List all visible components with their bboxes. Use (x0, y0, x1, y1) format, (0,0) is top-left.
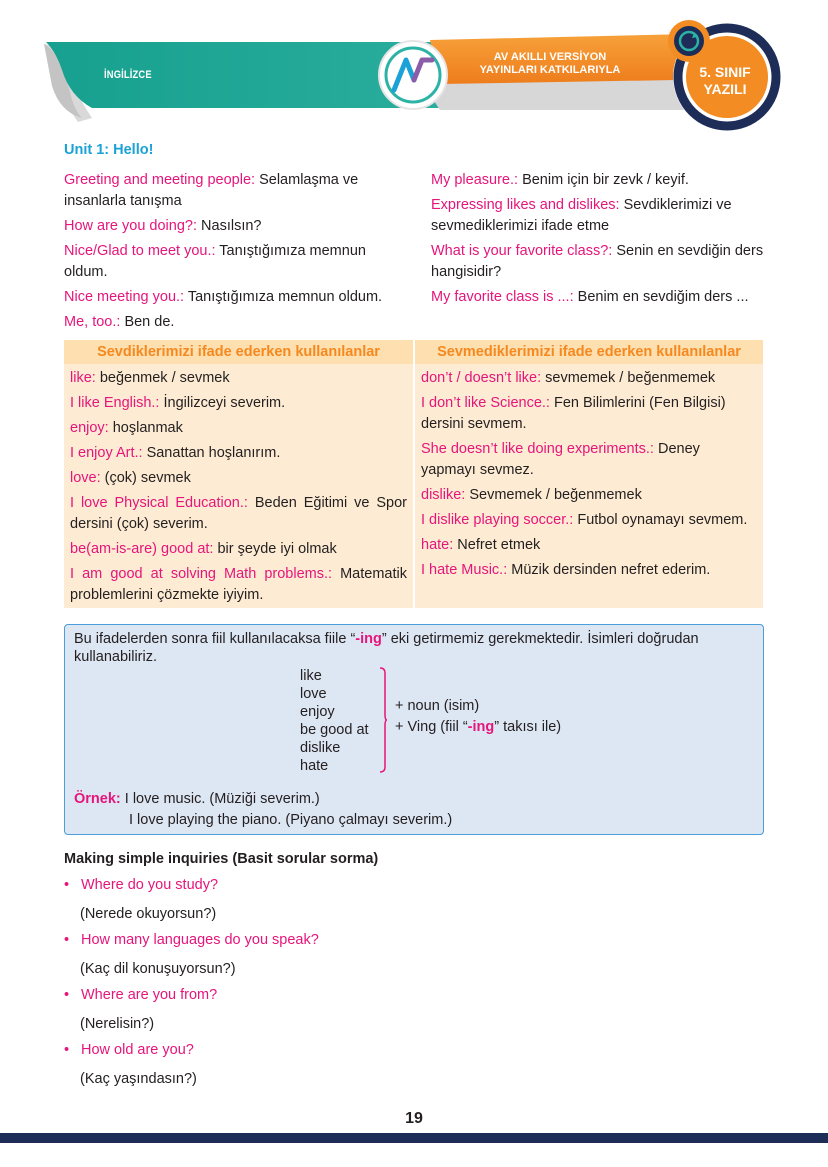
phrase-item (64, 216, 404, 237)
phrase-en: Me, too.: (64, 314, 121, 330)
answer: (Nerede okuyorsun?) (80, 906, 217, 922)
phrase-tr: Senin en sevdiğin ders hangisidir? (431, 243, 764, 280)
phrase-tr: Nasılsın? (197, 218, 262, 234)
example-line-1 (74, 789, 452, 810)
table-row (70, 418, 407, 439)
page-number: 19 (405, 1110, 423, 1127)
row-en: I don’t like Science.: (421, 395, 550, 411)
publisher-line-1: AV AKILLI VERSİYON (493, 51, 607, 63)
row-en: I am good at solving Math problems.: (70, 566, 333, 582)
table-row (70, 393, 407, 414)
inquiries-title: Making simple inquiries (Basit sorular sorma) (64, 851, 379, 867)
row-tr: Matematik problemlerini çözmekte iyiyim. (70, 566, 407, 603)
brace-icon (379, 667, 387, 773)
row-en: I hate Music.: (421, 562, 508, 578)
phrase-item (64, 170, 404, 212)
row-tr: Deney yapmayı sevmez. (421, 441, 700, 478)
likes-body (64, 364, 413, 606)
row-en: I like English.: (70, 395, 160, 411)
bullet-icon: • (64, 987, 70, 1003)
dislikes-column (415, 340, 763, 608)
dislikes-header: Sevmediklerimizi ifade ederken kullanılanlar (415, 340, 763, 364)
row-en: enjoy: (70, 420, 109, 436)
list-item (64, 986, 564, 1041)
av-logo-icon (379, 41, 447, 109)
row-tr: Müzik dersinden nefret ederim. (507, 562, 711, 578)
phrase-en: My pleasure.: (431, 172, 519, 188)
grade-badge (680, 64, 770, 98)
grade-line-1: 5. SINIF (699, 64, 751, 80)
row-tr: bir şeyde iyi olmak (213, 541, 337, 557)
row-en: I enjoy Art.: (70, 445, 143, 461)
phrase-en: Greeting and meeting people: (64, 172, 256, 188)
phrase-tr: Ben de. (120, 314, 175, 330)
answer: (Kaç yaşındasın?) (80, 1071, 197, 1087)
question (64, 986, 217, 1004)
unit-title: Unit 1: Hello! (64, 142, 154, 158)
question-text: Where do you study? (81, 877, 219, 893)
question (64, 876, 218, 894)
example-1: I love music. (Müziği severim.) (124, 791, 320, 807)
phrase-en: Expressing likes and dislikes: (431, 197, 620, 213)
verb-item: love (300, 686, 327, 702)
phrase-item (431, 195, 771, 237)
publisher-banner (455, 51, 645, 77)
likes-dislikes-table (64, 340, 763, 608)
table-row (70, 368, 407, 389)
dislikes-body (415, 364, 763, 581)
table-row (70, 443, 407, 464)
table-row (421, 510, 757, 531)
row-en: don’t / doesn’t like: (421, 370, 542, 386)
answer: (Nerelisin?) (80, 1016, 155, 1032)
row-en: like: (70, 370, 96, 386)
row-en: I love Physical Education.: (70, 495, 248, 511)
row-en: She doesn’t like doing experiments.: (421, 441, 654, 457)
row-tr: hoşlanmak (108, 420, 183, 436)
table-row (421, 560, 757, 581)
publisher-line-2: YAYINLARI KATKILARIYLA (479, 64, 621, 76)
table-row (421, 393, 757, 435)
verb-item: like (300, 668, 322, 684)
phrase-en: Nice/Glad to meet you.: (64, 243, 216, 259)
table-row (70, 539, 407, 560)
phrase-item (64, 312, 404, 333)
phrase-item (64, 287, 404, 308)
refresh-icon (668, 20, 710, 62)
row-tr: beğenmek / sevmek (95, 370, 230, 386)
phrase-tr: Benim en sevdiğim ders ... (573, 289, 749, 305)
example-block (74, 789, 452, 831)
likes-header: Sevdiklerimizi ifade ederken kullanılanlar (64, 340, 413, 364)
phrase-tr: Benim için bir zevk / keyif. (518, 172, 689, 188)
question (64, 1041, 194, 1059)
ving-ing: -ing (467, 719, 495, 735)
row-tr: Sanattan hoşlanırım. (142, 445, 281, 461)
question (64, 931, 319, 949)
verb-item: enjoy (300, 704, 335, 720)
phrase-en: Nice meeting you.: (64, 289, 185, 305)
phrase-item (431, 287, 771, 308)
verb-item: hate (300, 758, 329, 774)
row-tr: sevmemek / beğenmemek (541, 370, 716, 386)
table-row (70, 493, 407, 535)
row-tr: Beden Eğitimi ve Spor dersini (çok) severim. (70, 495, 407, 532)
row-en: love: (70, 470, 101, 486)
row-tr: Sevmemek / beğenmemek (465, 487, 642, 503)
row-en: dislike: (421, 487, 466, 503)
table-row (421, 485, 757, 506)
page-header (0, 0, 828, 140)
list-item (64, 1041, 564, 1096)
row-tr: Fen Bilimlerini (Fen Bilgisi) dersini sevmem. (421, 395, 726, 432)
rule-noun: + noun (isim) (395, 698, 480, 714)
phrase-item (431, 241, 771, 283)
subject-label: İNGİLİZCE (104, 69, 152, 81)
list-item (64, 876, 564, 931)
inquiries-list (64, 876, 564, 1096)
answer: (Kaç dil konuşuyorsun?) (80, 961, 236, 977)
row-en: I dislike playing soccer.: (421, 512, 574, 528)
bullet-icon: • (64, 1042, 70, 1058)
verb-item: be good at (300, 722, 369, 738)
phrase-en: What is your favorite class?: (431, 243, 613, 259)
intro-after: ” eki getirmemiz gerekmektedir. İsimleri doğrudan kullanabiliriz. (74, 631, 699, 665)
phrase-item (431, 170, 771, 191)
bullet-icon: • (64, 932, 70, 948)
usage-rules (395, 696, 561, 738)
question-text: How many languages do you speak? (81, 932, 319, 948)
phrase-tr: Tanıştığımıza memnun oldum. (184, 289, 383, 305)
phrase-tr: Sevdiklerimizi ve sevmediklerimizi ifade etme (431, 197, 732, 234)
rule-ving (395, 717, 561, 738)
ving-before: + Ving (fiil “ (395, 719, 468, 735)
grammar-info-box (64, 624, 764, 835)
row-en: hate: (421, 537, 454, 553)
example-label: Örnek: (74, 791, 121, 807)
likes-column (64, 340, 413, 608)
question-text: How old are you? (81, 1042, 194, 1058)
table-row (421, 439, 757, 481)
row-tr: (çok) sevmek (100, 470, 191, 486)
bullet-icon: • (64, 877, 70, 893)
table-row (70, 468, 407, 489)
grade-line-2: YAZILI (703, 81, 747, 97)
info-intro (74, 630, 754, 666)
phrases-left-column (64, 170, 404, 337)
table-row (421, 535, 757, 556)
row-en: be(am-is-are) good at: (70, 541, 214, 557)
verb-item: dislike (300, 740, 341, 756)
example-2: I love playing the piano. (Piyano çalmayı severim.) (129, 812, 453, 828)
row-tr: İngilizceyi severim. (159, 395, 286, 411)
footer-bar (0, 1133, 828, 1143)
verb-list (300, 667, 369, 775)
intro-ing: -ing (355, 631, 382, 647)
ving-after: ” takısı ile) (494, 719, 562, 735)
phrases-right-column (431, 170, 771, 312)
phrase-en: My favorite class is ...: (431, 289, 574, 305)
table-row (421, 368, 757, 389)
row-tr: Futbol oynamayı sevmem. (573, 512, 748, 528)
table-row (70, 564, 407, 606)
list-item (64, 931, 564, 986)
question-text: Where are you from? (81, 987, 218, 1003)
phrase-item (64, 241, 404, 283)
phrase-tr: Tanıştığımıza memnun oldum. (64, 243, 366, 280)
intro-before: Bu ifadelerden sonra fiil kullanılacaksa fiile “ (74, 631, 356, 647)
phrase-tr: Selamlaşma ve insanlarla tanışma (64, 172, 359, 209)
phrase-en: How are you doing?: (64, 218, 197, 234)
row-tr: Nefret etmek (453, 537, 541, 553)
